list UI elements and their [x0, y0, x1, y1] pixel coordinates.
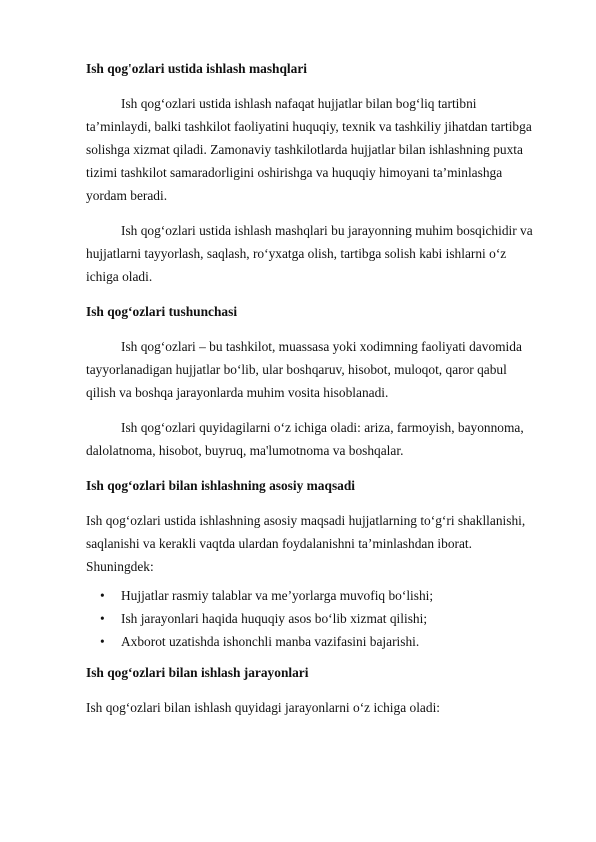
list-item	[86, 607, 536, 630]
paragraph: Ish qog‘ozlari – bu tashkilot, muassasa yoki xodimning faoliyati davomida tayyorlanadigan hujjatlar bo‘lib, ular boshqaruv, hisobot, muloqot, qaror qabul qilish va boshqa jarayonlarda muhim vosita hisoblanadi.	[86, 339, 522, 400]
document-page	[86, 57, 536, 731]
list-item	[86, 630, 536, 653]
section-heading: Ish qog‘ozlari bilan ishlash jarayonlari	[86, 665, 309, 680]
paragraph: Ish qog‘ozlari ustida ishlash mashqlari bu jarayonning muhim bosqichidir va hujjatlarni tayyorlash, saqlash, ro‘yxatga olish, tartibga solish kabi ishlarni o‘z ichiga oladi.	[86, 223, 533, 284]
bullet-icon: •	[100, 611, 105, 626]
paragraph: Ish qog‘ozlari ustida ishlashning asosiy maqsadi hujjatlarning to‘g‘ri shakllanishi, saqlanishi va kerakli vaqtda ulardan foydalanishni ta’minlashdan iborat. Shuningdek:	[86, 513, 526, 574]
paragraph: Ish qog‘ozlari quyidagilarni o‘z ichiga oladi: ariza, farmoyish, bayonnoma, dalolatnoma, hisobot, buyruq, ma'lumotnoma va boshqalar.	[86, 420, 524, 458]
paragraph: Ish qog‘ozlari bilan ishlash quyidagi jarayonlarni o‘z ichiga oladi:	[86, 700, 441, 715]
section-heading: Ish qog‘ozlari tushunchasi	[86, 304, 238, 319]
bullet-list	[86, 584, 536, 653]
list-item-text: Ish jarayonlari haqida huquqiy asos bo‘lib xizmat qilishi;	[121, 611, 428, 626]
bullet-icon: •	[100, 588, 105, 603]
bullet-icon: •	[100, 634, 105, 649]
list-item-text: Axborot uzatishda ishonchli manba vazifasini bajarishi.	[121, 634, 420, 649]
list-item	[86, 584, 536, 607]
list-item-text: Hujjatlar rasmiy talablar va me’yorlarga muvofiq bo‘lishi;	[121, 588, 434, 603]
section-heading: Ish qog‘ozlari bilan ishlashning asosiy maqsadi	[86, 478, 356, 493]
paragraph: Ish qog‘ozlari ustida ishlash nafaqat hujjatlar bilan bog‘liq tartibni ta’minlaydi, balki tashkilot faoliyatini huquqiy, texnik va tashkiliy jihatdan tartibga solishga xizmat qiladi. Zamonaviy tashkilotlarda hujjatlar bilan ishlashning puxta tizimi tashkilot samaradorligini oshirishga va huquqiy himoyani ta’minlashga yordam beradi.	[86, 96, 532, 203]
section-heading: Ish qog'ozlari ustida ishlash mashqlari	[86, 61, 308, 76]
